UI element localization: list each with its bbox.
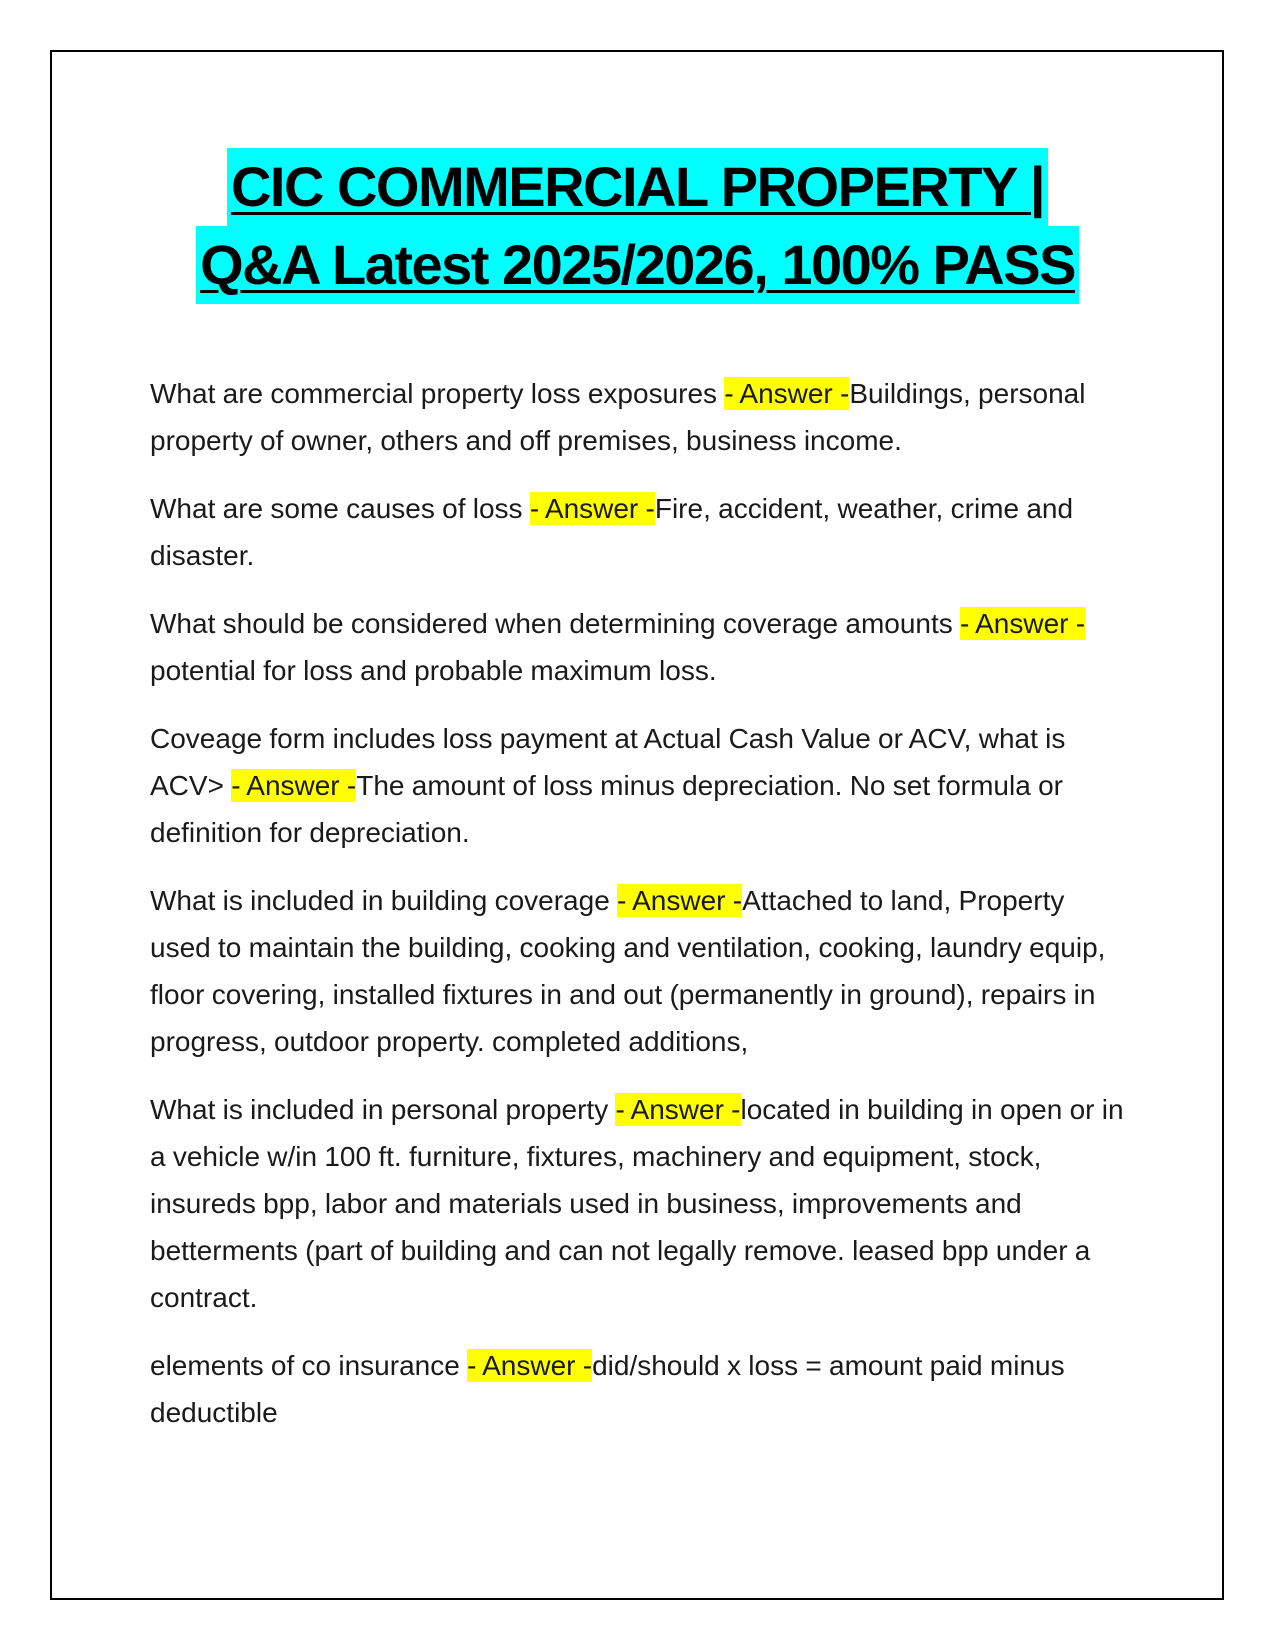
answer-text: located in building in open or in a vehicle w/in 100 ft. furniture, fixtures, machinery and equipment, stock, insureds bpp, labor and materials used in business, improvements and betterments (part of building and can not legally remove. leased bpp under a contract. bbox=[150, 1094, 1124, 1313]
question-text: What is included in personal property bbox=[150, 1094, 616, 1125]
question-text: What are commercial property loss exposures bbox=[150, 378, 725, 409]
answer-text: Fire, accident, weather, crime and disaster. bbox=[150, 493, 1074, 571]
question-text: elements of co insurance bbox=[150, 1350, 468, 1381]
qa-item bbox=[150, 370, 1130, 464]
qa-item bbox=[150, 877, 1130, 1065]
answer-marker: - Answer - bbox=[724, 378, 850, 409]
title-line-1: CIC COMMERCIAL PROPERTY | bbox=[227, 148, 1048, 226]
qa-item bbox=[150, 600, 1130, 694]
answer-marker: - Answer - bbox=[529, 493, 655, 524]
answer-text: potential for loss and probable maximum loss. bbox=[150, 655, 717, 686]
question-text: What are some causes of loss bbox=[150, 493, 530, 524]
answer-marker: - Answer - bbox=[960, 608, 1086, 639]
answer-marker: - Answer - bbox=[615, 1094, 741, 1125]
qa-item bbox=[150, 715, 1130, 856]
qa-list bbox=[150, 370, 1130, 1457]
qa-item bbox=[150, 1342, 1130, 1436]
qa-item bbox=[150, 1086, 1130, 1321]
answer-text: The amount of loss minus depreciation. No set formula or definition for depreciation. bbox=[150, 770, 1063, 848]
qa-item bbox=[150, 485, 1130, 579]
question-text: What should be considered when determining coverage amounts bbox=[150, 608, 961, 639]
answer-text: did/should x loss = amount paid minus deductible bbox=[150, 1350, 1065, 1428]
title-line-2: Q&A Latest 2025/2026, 100% PASS bbox=[196, 226, 1079, 304]
answer-text: Buildings, personal property of owner, others and off premises, business income. bbox=[150, 378, 1086, 456]
answer-marker: - Answer - bbox=[467, 1350, 593, 1381]
answer-marker: - Answer - bbox=[231, 770, 357, 801]
question-text: Coveage form includes loss payment at Actual Cash Value or ACV, what is ACV> bbox=[150, 723, 1066, 801]
answer-marker: - Answer - bbox=[617, 885, 743, 916]
document-title bbox=[0, 148, 1275, 304]
question-text: What is included in building coverage bbox=[150, 885, 618, 916]
answer-text: Attached to land, Property used to maintain the building, cooking and ventilation, cooking, laundry equip, floor covering, installed fixtures in and out (permanently in ground), repairs in progress, outdoor property. completed additions, bbox=[150, 885, 1106, 1057]
